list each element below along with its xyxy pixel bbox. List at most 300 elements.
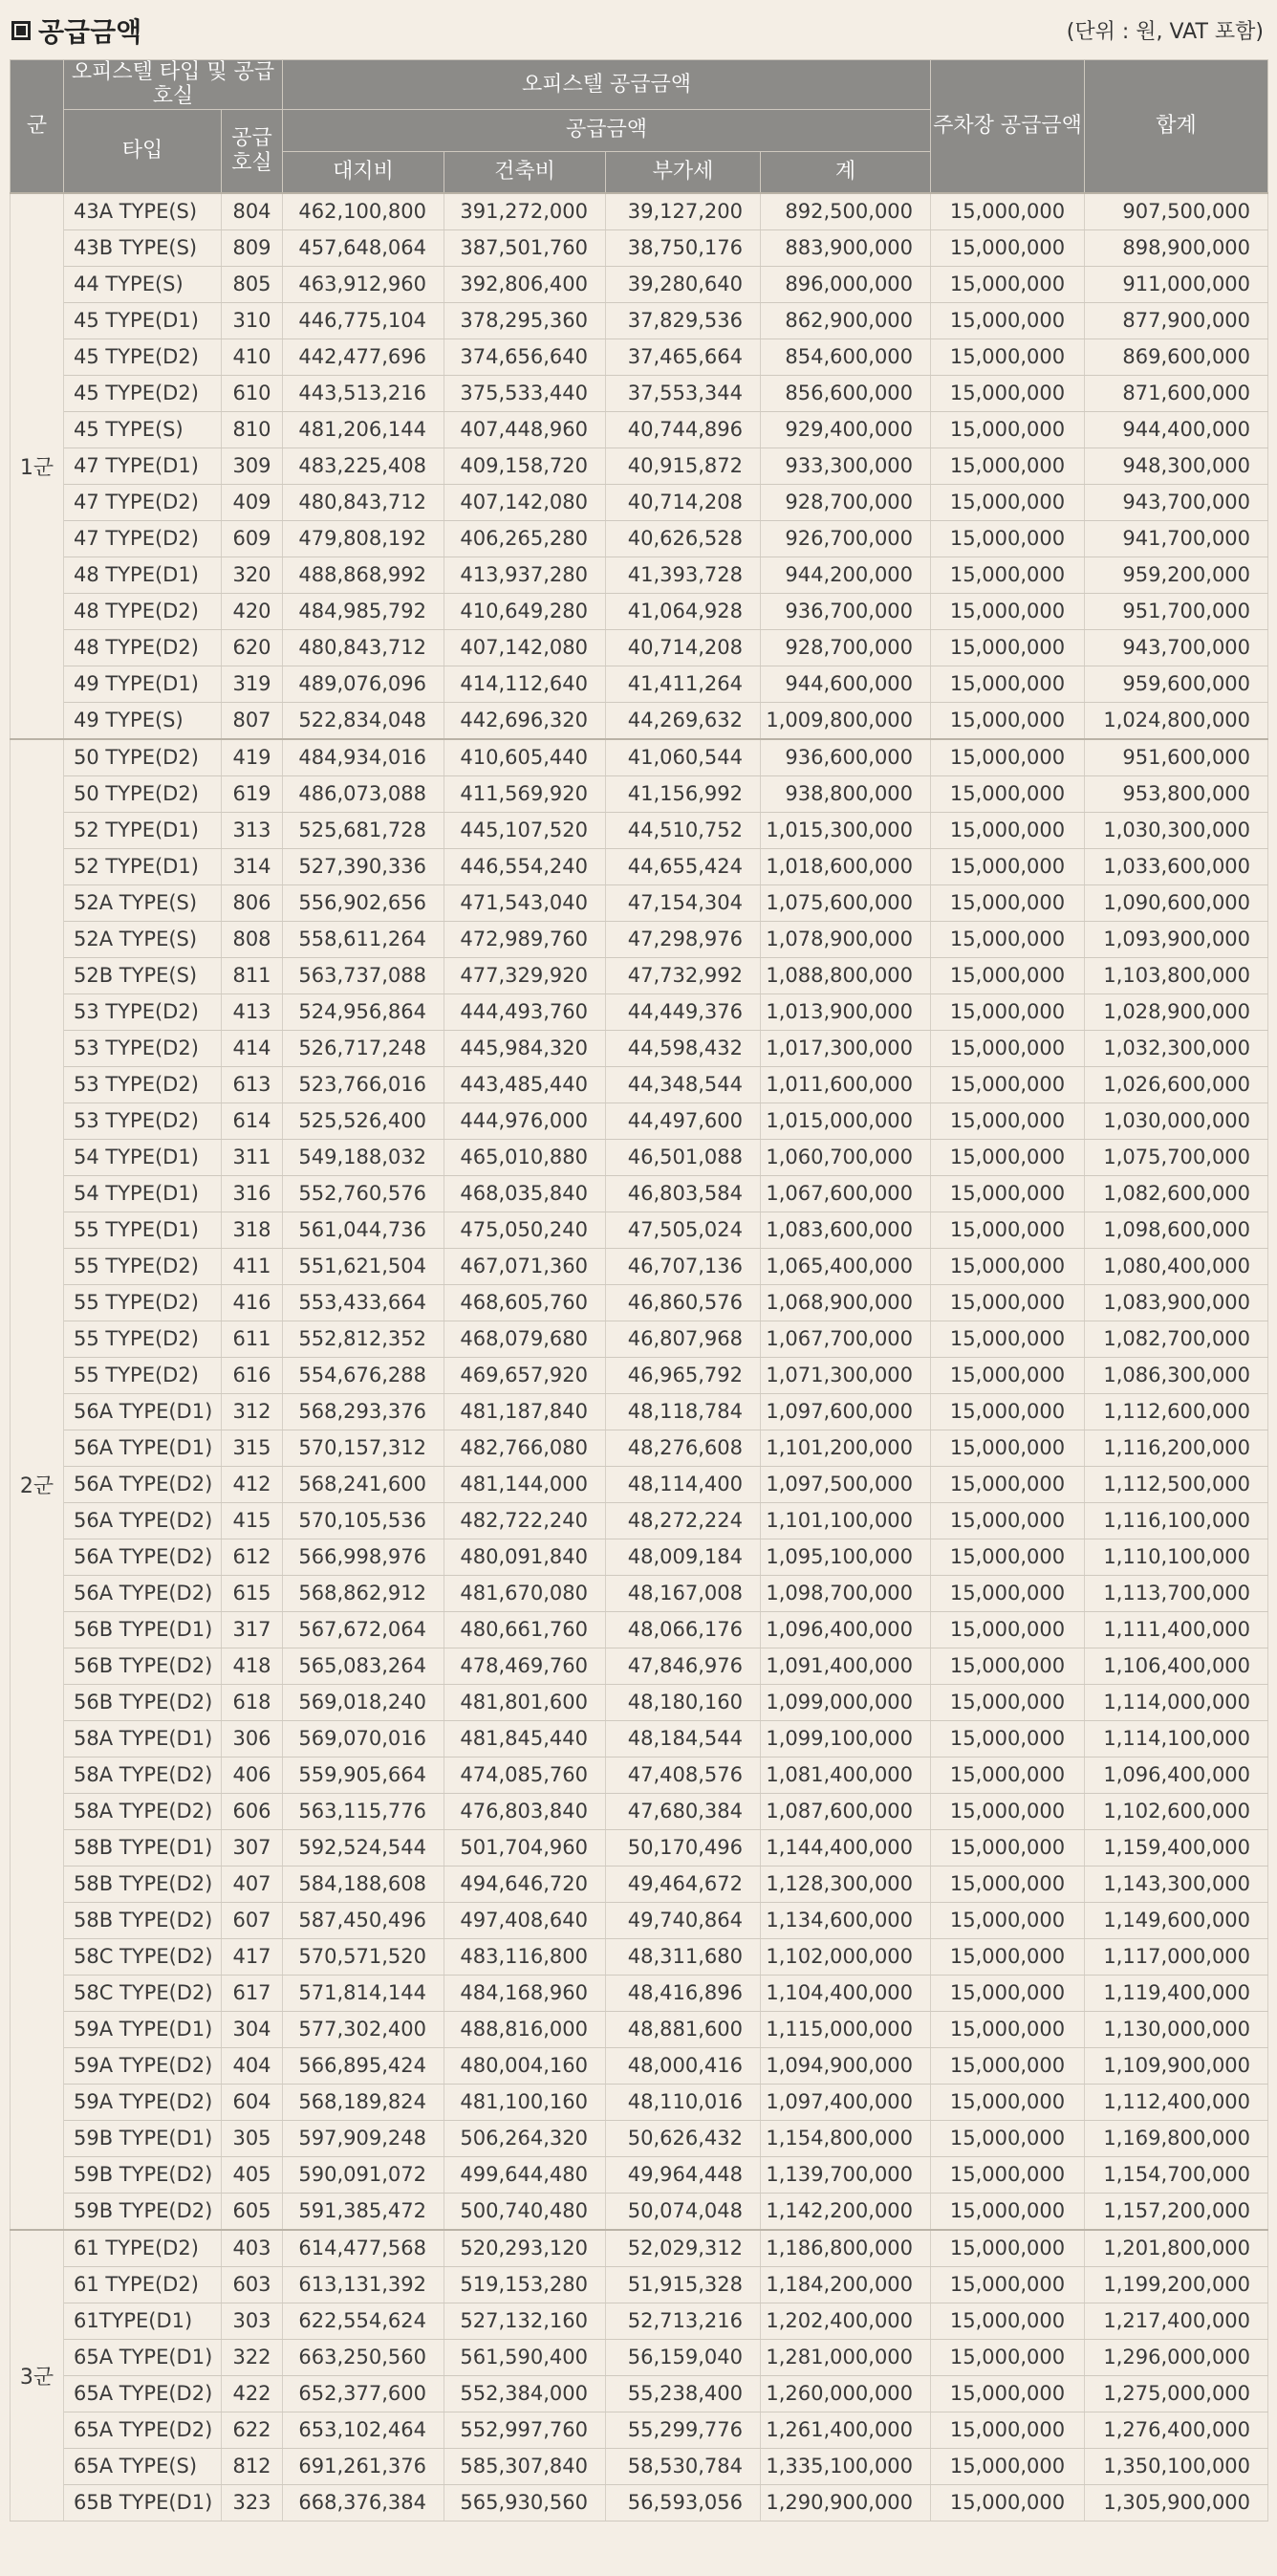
land-cell: 480,843,712 [283, 484, 444, 520]
building-cell: 444,976,000 [444, 1102, 606, 1139]
total-cell: 856,600,000 [761, 375, 931, 411]
grand-total-cell: 1,199,200,000 [1085, 2266, 1268, 2303]
unit-cell: 318 [222, 1212, 283, 1248]
type-cell: 45 TYPE(S) [64, 411, 222, 448]
parking-cell: 15,000,000 [931, 2448, 1085, 2484]
table-row [11, 1030, 1268, 1066]
table-row [11, 1684, 1268, 1720]
building-cell: 481,187,840 [444, 1393, 606, 1430]
vat-cell: 48,416,896 [606, 1975, 761, 2011]
unit-cell: 614 [222, 1102, 283, 1139]
building-cell: 483,116,800 [444, 1938, 606, 1975]
building-cell: 445,107,520 [444, 812, 606, 848]
vat-cell: 40,744,896 [606, 411, 761, 448]
total-cell: 1,060,700,000 [761, 1139, 931, 1175]
total-cell: 928,700,000 [761, 484, 931, 520]
land-cell: 486,073,088 [283, 775, 444, 812]
type-cell: 65A TYPE(D2) [64, 2375, 222, 2412]
building-cell: 481,801,600 [444, 1684, 606, 1720]
building-cell: 375,533,440 [444, 375, 606, 411]
grand-total-cell: 1,112,400,000 [1085, 2084, 1268, 2120]
header-vat: 부가세 [606, 151, 761, 193]
building-cell: 552,997,760 [444, 2412, 606, 2448]
grand-total-cell: 1,024,800,000 [1085, 702, 1268, 739]
type-cell: 56A TYPE(D2) [64, 1539, 222, 1575]
parking-cell: 15,000,000 [931, 1539, 1085, 1575]
unit-cell: 604 [222, 2084, 283, 2120]
table-row [11, 1902, 1268, 1938]
type-cell: 55 TYPE(D1) [64, 1212, 222, 1248]
grand-total-cell: 1,083,900,000 [1085, 1284, 1268, 1321]
total-cell: 1,202,400,000 [761, 2303, 931, 2339]
square-bullet-icon [11, 21, 31, 40]
type-cell: 55 TYPE(D2) [64, 1284, 222, 1321]
building-cell: 500,740,480 [444, 2193, 606, 2230]
parking-cell: 15,000,000 [931, 1502, 1085, 1539]
table-row [11, 302, 1268, 338]
type-cell: 54 TYPE(D1) [64, 1139, 222, 1175]
table-body [11, 193, 1268, 2521]
total-cell: 1,142,200,000 [761, 2193, 931, 2230]
page-title: 공급금액 [38, 16, 142, 48]
type-cell: 50 TYPE(D2) [64, 739, 222, 776]
building-cell: 410,649,280 [444, 593, 606, 629]
vat-cell: 49,740,864 [606, 1902, 761, 1938]
grand-total-cell: 1,112,600,000 [1085, 1393, 1268, 1430]
table-row [11, 1611, 1268, 1648]
land-cell: 484,985,792 [283, 593, 444, 629]
land-cell: 553,433,664 [283, 1284, 444, 1321]
type-cell: 56B TYPE(D2) [64, 1648, 222, 1684]
grand-total-cell: 1,117,000,000 [1085, 1938, 1268, 1975]
unit-cell: 412 [222, 1466, 283, 1502]
total-cell: 1,099,000,000 [761, 1684, 931, 1720]
grand-total-cell: 1,093,900,000 [1085, 921, 1268, 957]
table-header [11, 60, 1268, 193]
type-cell: 48 TYPE(D2) [64, 593, 222, 629]
land-cell: 523,766,016 [283, 1066, 444, 1102]
total-cell: 1,078,900,000 [761, 921, 931, 957]
unit-cell: 618 [222, 1684, 283, 1720]
header-grand-total: 합계 [1085, 60, 1268, 193]
table-row [11, 702, 1268, 739]
total-cell: 1,144,400,000 [761, 1829, 931, 1866]
table-row [11, 1829, 1268, 1866]
header-type: 타입 [64, 109, 222, 193]
vat-cell: 47,154,304 [606, 884, 761, 921]
vat-cell: 40,714,208 [606, 629, 761, 666]
land-cell: 568,189,824 [283, 2084, 444, 2120]
table-row [11, 1393, 1268, 1430]
vat-cell: 46,501,088 [606, 1139, 761, 1175]
grand-total-cell: 911,000,000 [1085, 266, 1268, 302]
table-row [11, 2120, 1268, 2156]
unit-cell: 420 [222, 593, 283, 629]
type-cell: 59A TYPE(D1) [64, 2011, 222, 2047]
vat-cell: 46,707,136 [606, 1248, 761, 1284]
unit-cell: 407 [222, 1866, 283, 1902]
unit-cell: 312 [222, 1393, 283, 1430]
building-cell: 391,272,000 [444, 193, 606, 230]
type-cell: 45 TYPE(D1) [64, 302, 222, 338]
unit-cell: 315 [222, 1430, 283, 1466]
land-cell: 522,834,048 [283, 702, 444, 739]
grand-total-cell: 1,113,700,000 [1085, 1575, 1268, 1611]
parking-cell: 15,000,000 [931, 338, 1085, 375]
parking-cell: 15,000,000 [931, 229, 1085, 266]
parking-cell: 15,000,000 [931, 1066, 1085, 1102]
table-row [11, 2047, 1268, 2084]
unit-cell: 610 [222, 375, 283, 411]
total-cell: 1,009,800,000 [761, 702, 931, 739]
table-row [11, 2156, 1268, 2193]
total-cell: 896,000,000 [761, 266, 931, 302]
header-officetel-supply: 오피스텔 공급금액 [283, 60, 931, 110]
type-cell: 58B TYPE(D1) [64, 1829, 222, 1866]
grand-total-cell: 1,026,600,000 [1085, 1066, 1268, 1102]
table-row [11, 921, 1268, 957]
land-cell: 463,912,960 [283, 266, 444, 302]
total-cell: 1,335,100,000 [761, 2448, 931, 2484]
building-cell: 406,265,280 [444, 520, 606, 557]
parking-cell: 15,000,000 [931, 1321, 1085, 1357]
unit-cell: 612 [222, 1539, 283, 1575]
total-cell: 1,290,900,000 [761, 2484, 931, 2521]
total-cell: 929,400,000 [761, 411, 931, 448]
vat-cell: 40,626,528 [606, 520, 761, 557]
table-row [11, 1866, 1268, 1902]
land-cell: 668,376,384 [283, 2484, 444, 2521]
type-cell: 58A TYPE(D2) [64, 1757, 222, 1793]
parking-cell: 15,000,000 [931, 2484, 1085, 2521]
total-cell: 1,096,400,000 [761, 1611, 931, 1648]
unit-cell: 609 [222, 520, 283, 557]
vat-cell: 52,713,216 [606, 2303, 761, 2339]
unit-cell: 305 [222, 2120, 283, 2156]
type-cell: 56B TYPE(D1) [64, 1611, 222, 1648]
building-cell: 561,590,400 [444, 2339, 606, 2375]
grand-total-cell: 1,305,900,000 [1085, 2484, 1268, 2521]
grand-total-cell: 1,217,400,000 [1085, 2303, 1268, 2339]
type-cell: 52 TYPE(D1) [64, 848, 222, 884]
type-cell: 43B TYPE(S) [64, 229, 222, 266]
table-row [11, 775, 1268, 812]
group-label: 3군 [11, 2230, 64, 2521]
unit-cell: 611 [222, 1321, 283, 1357]
total-cell: 1,094,900,000 [761, 2047, 931, 2084]
building-cell: 444,493,760 [444, 993, 606, 1030]
unit-cell: 809 [222, 229, 283, 266]
building-cell: 442,696,320 [444, 702, 606, 739]
parking-cell: 15,000,000 [931, 557, 1085, 593]
building-cell: 585,307,840 [444, 2448, 606, 2484]
unit-cell: 311 [222, 1139, 283, 1175]
table-row [11, 884, 1268, 921]
building-cell: 414,112,640 [444, 666, 606, 702]
total-cell: 938,800,000 [761, 775, 931, 812]
vat-cell: 46,807,968 [606, 1321, 761, 1357]
land-cell: 653,102,464 [283, 2412, 444, 2448]
type-cell: 55 TYPE(D2) [64, 1321, 222, 1357]
vat-cell: 44,269,632 [606, 702, 761, 739]
type-cell: 52A TYPE(S) [64, 884, 222, 921]
grand-total-cell: 1,157,200,000 [1085, 2193, 1268, 2230]
unit-cell: 320 [222, 557, 283, 593]
total-cell: 1,095,100,000 [761, 1539, 931, 1575]
grand-total-cell: 1,149,600,000 [1085, 1902, 1268, 1938]
grand-total-cell: 1,096,400,000 [1085, 1757, 1268, 1793]
vat-cell: 49,464,672 [606, 1866, 761, 1902]
vat-cell: 50,074,048 [606, 2193, 761, 2230]
total-cell: 1,083,600,000 [761, 1212, 931, 1248]
land-cell: 597,909,248 [283, 2120, 444, 2156]
building-cell: 469,657,920 [444, 1357, 606, 1393]
building-cell: 467,071,360 [444, 1248, 606, 1284]
total-cell: 1,081,400,000 [761, 1757, 931, 1793]
table-row [11, 1575, 1268, 1611]
land-cell: 566,998,976 [283, 1539, 444, 1575]
parking-cell: 15,000,000 [931, 1829, 1085, 1866]
unit-cell: 307 [222, 1829, 283, 1866]
grand-total-cell: 1,082,700,000 [1085, 1321, 1268, 1357]
land-cell: 559,905,664 [283, 1757, 444, 1793]
type-cell: 58A TYPE(D2) [64, 1793, 222, 1829]
vat-cell: 41,060,544 [606, 739, 761, 776]
building-cell: 552,384,000 [444, 2375, 606, 2412]
table-row [11, 1539, 1268, 1575]
land-cell: 570,571,520 [283, 1938, 444, 1975]
building-cell: 527,132,160 [444, 2303, 606, 2339]
grand-total-cell: 1,159,400,000 [1085, 1829, 1268, 1866]
parking-cell: 15,000,000 [931, 484, 1085, 520]
type-cell: 55 TYPE(D2) [64, 1357, 222, 1393]
parking-cell: 15,000,000 [931, 2011, 1085, 2047]
total-cell: 1,186,800,000 [761, 2230, 931, 2267]
land-cell: 614,477,568 [283, 2230, 444, 2267]
unit-cell: 607 [222, 1902, 283, 1938]
parking-cell: 15,000,000 [931, 266, 1085, 302]
land-cell: 569,070,016 [283, 1720, 444, 1757]
land-cell: 622,554,624 [283, 2303, 444, 2339]
parking-cell: 15,000,000 [931, 1975, 1085, 2011]
parking-cell: 15,000,000 [931, 884, 1085, 921]
land-cell: 570,157,312 [283, 1430, 444, 1466]
type-cell: 55 TYPE(D2) [64, 1248, 222, 1284]
parking-cell: 15,000,000 [931, 593, 1085, 629]
vat-cell: 56,593,056 [606, 2484, 761, 2521]
parking-cell: 15,000,000 [931, 1757, 1085, 1793]
vat-cell: 48,167,008 [606, 1575, 761, 1611]
building-cell: 481,845,440 [444, 1720, 606, 1757]
vat-cell: 47,408,576 [606, 1757, 761, 1793]
vat-cell: 47,846,976 [606, 1648, 761, 1684]
unit-cell: 616 [222, 1357, 283, 1393]
building-cell: 519,153,280 [444, 2266, 606, 2303]
table-row [11, 1938, 1268, 1975]
grand-total-cell: 1,032,300,000 [1085, 1030, 1268, 1066]
grand-total-cell: 941,700,000 [1085, 520, 1268, 557]
vat-cell: 48,272,224 [606, 1502, 761, 1539]
land-cell: 488,868,992 [283, 557, 444, 593]
unit-cell: 405 [222, 2156, 283, 2193]
unit-cell: 613 [222, 1066, 283, 1102]
type-cell: 53 TYPE(D2) [64, 1030, 222, 1066]
land-cell: 480,843,712 [283, 629, 444, 666]
parking-cell: 15,000,000 [931, 1284, 1085, 1321]
unit-cell: 309 [222, 448, 283, 484]
parking-cell: 15,000,000 [931, 666, 1085, 702]
type-cell: 45 TYPE(D2) [64, 375, 222, 411]
building-cell: 443,485,440 [444, 1066, 606, 1102]
type-cell: 59B TYPE(D2) [64, 2156, 222, 2193]
building-cell: 407,142,080 [444, 484, 606, 520]
vat-cell: 48,180,160 [606, 1684, 761, 1720]
unit-cell: 418 [222, 1648, 283, 1684]
vat-cell: 37,553,344 [606, 375, 761, 411]
parking-cell: 15,000,000 [931, 2230, 1085, 2267]
grand-total-cell: 898,900,000 [1085, 229, 1268, 266]
grand-total-cell: 1,106,400,000 [1085, 1648, 1268, 1684]
total-cell: 1,102,000,000 [761, 1938, 931, 1975]
unit-cell: 411 [222, 1248, 283, 1284]
parking-cell: 15,000,000 [931, 1430, 1085, 1466]
vat-cell: 48,881,600 [606, 2011, 761, 2047]
type-cell: 59A TYPE(D2) [64, 2047, 222, 2084]
total-cell: 1,139,700,000 [761, 2156, 931, 2193]
type-cell: 53 TYPE(D2) [64, 1102, 222, 1139]
parking-cell: 15,000,000 [931, 1938, 1085, 1975]
parking-cell: 15,000,000 [931, 1648, 1085, 1684]
unit-cell: 615 [222, 1575, 283, 1611]
total-cell: 1,098,700,000 [761, 1575, 931, 1611]
total-cell: 1,099,100,000 [761, 1720, 931, 1757]
total-cell: 1,134,600,000 [761, 1902, 931, 1938]
land-cell: 526,717,248 [283, 1030, 444, 1066]
type-cell: 58C TYPE(D2) [64, 1938, 222, 1975]
total-cell: 1,281,000,000 [761, 2339, 931, 2375]
land-cell: 489,076,096 [283, 666, 444, 702]
building-cell: 565,930,560 [444, 2484, 606, 2521]
unit-cell: 322 [222, 2339, 283, 2375]
parking-cell: 15,000,000 [931, 1720, 1085, 1757]
parking-cell: 15,000,000 [931, 2120, 1085, 2156]
total-cell: 1,097,400,000 [761, 2084, 931, 2120]
parking-cell: 15,000,000 [931, 2193, 1085, 2230]
building-cell: 494,646,720 [444, 1866, 606, 1902]
vat-cell: 56,159,040 [606, 2339, 761, 2375]
unit-cell: 417 [222, 1938, 283, 1975]
type-cell: 59A TYPE(D2) [64, 2084, 222, 2120]
grand-total-cell: 1,028,900,000 [1085, 993, 1268, 1030]
land-cell: 570,105,536 [283, 1502, 444, 1539]
table-row [11, 1720, 1268, 1757]
total-cell: 1,260,000,000 [761, 2375, 931, 2412]
grand-total-cell: 877,900,000 [1085, 302, 1268, 338]
parking-cell: 15,000,000 [931, 1175, 1085, 1212]
grand-total-cell: 1,112,500,000 [1085, 1466, 1268, 1502]
unit-cell: 409 [222, 484, 283, 520]
parking-cell: 15,000,000 [931, 1248, 1085, 1284]
parking-cell: 15,000,000 [931, 411, 1085, 448]
vat-cell: 40,915,872 [606, 448, 761, 484]
unit-cell: 419 [222, 739, 283, 776]
vat-cell: 41,064,928 [606, 593, 761, 629]
total-cell: 1,154,800,000 [761, 2120, 931, 2156]
table-row [11, 1175, 1268, 1212]
table-row [11, 484, 1268, 520]
vat-cell: 39,127,200 [606, 193, 761, 230]
grand-total-cell: 1,111,400,000 [1085, 1611, 1268, 1648]
table-row [11, 2193, 1268, 2230]
grand-total-cell: 869,600,000 [1085, 338, 1268, 375]
parking-cell: 15,000,000 [931, 1684, 1085, 1720]
type-cell: 49 TYPE(S) [64, 702, 222, 739]
grand-total-cell: 1,082,600,000 [1085, 1175, 1268, 1212]
parking-cell: 15,000,000 [931, 1212, 1085, 1248]
total-cell: 1,101,200,000 [761, 1430, 931, 1466]
land-cell: 442,477,696 [283, 338, 444, 375]
table-row [11, 739, 1268, 776]
grand-total-cell: 871,600,000 [1085, 375, 1268, 411]
table-row [11, 2375, 1268, 2412]
building-cell: 413,937,280 [444, 557, 606, 593]
type-cell: 56A TYPE(D1) [64, 1393, 222, 1430]
total-cell: 883,900,000 [761, 229, 931, 266]
land-cell: 561,044,736 [283, 1212, 444, 1248]
table-row [11, 448, 1268, 484]
unit-cell: 310 [222, 302, 283, 338]
building-cell: 475,050,240 [444, 1212, 606, 1248]
land-cell: 558,611,264 [283, 921, 444, 957]
building-cell: 410,605,440 [444, 739, 606, 776]
total-cell: 892,500,000 [761, 193, 931, 230]
building-cell: 476,803,840 [444, 1793, 606, 1829]
building-cell: 407,142,080 [444, 629, 606, 666]
land-cell: 591,385,472 [283, 2193, 444, 2230]
grand-total-cell: 1,080,400,000 [1085, 1248, 1268, 1284]
unit-cell: 617 [222, 1975, 283, 2011]
unit-cell: 808 [222, 921, 283, 957]
type-cell: 61 TYPE(D2) [64, 2230, 222, 2267]
building-cell: 488,816,000 [444, 2011, 606, 2047]
parking-cell: 15,000,000 [931, 2156, 1085, 2193]
land-cell: 552,812,352 [283, 1321, 444, 1357]
vat-cell: 44,510,752 [606, 812, 761, 848]
type-cell: 58B TYPE(D2) [64, 1866, 222, 1902]
parking-cell: 15,000,000 [931, 302, 1085, 338]
type-cell: 61TYPE(D1) [64, 2303, 222, 2339]
grand-total-cell: 1,154,700,000 [1085, 2156, 1268, 2193]
vat-cell: 49,964,448 [606, 2156, 761, 2193]
land-cell: 584,188,608 [283, 1866, 444, 1902]
type-cell: 65A TYPE(S) [64, 2448, 222, 2484]
land-cell: 567,672,064 [283, 1611, 444, 1648]
parking-cell: 15,000,000 [931, 193, 1085, 230]
group-label: 1군 [11, 193, 64, 739]
type-cell: 48 TYPE(D1) [64, 557, 222, 593]
type-cell: 54 TYPE(D1) [64, 1175, 222, 1212]
unit-cell: 605 [222, 2193, 283, 2230]
land-cell: 462,100,800 [283, 193, 444, 230]
total-cell: 1,017,300,000 [761, 1030, 931, 1066]
header-building: 건축비 [444, 151, 606, 193]
table-row [11, 1248, 1268, 1284]
type-cell: 65A TYPE(D2) [64, 2412, 222, 2448]
table-row [11, 2084, 1268, 2120]
land-cell: 556,902,656 [283, 884, 444, 921]
land-cell: 446,775,104 [283, 302, 444, 338]
table-row [11, 1139, 1268, 1175]
